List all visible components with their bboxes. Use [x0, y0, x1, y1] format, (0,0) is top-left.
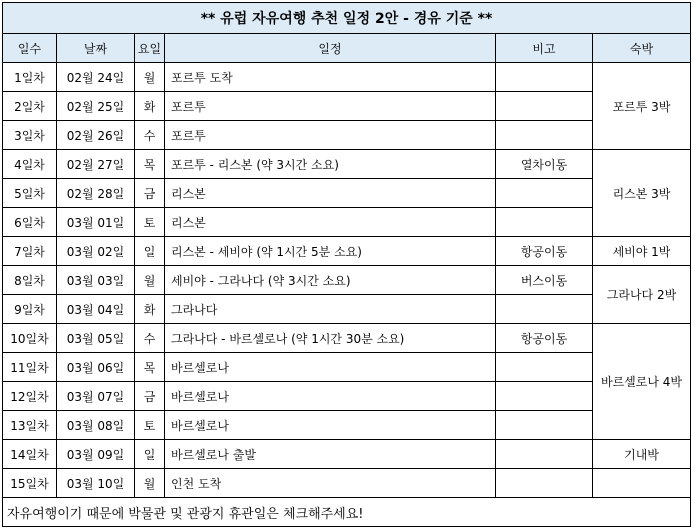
schedule-cell: 그라나다: [165, 295, 496, 324]
schedule-cell: 포르투: [165, 92, 496, 121]
day-cell: 13일차: [3, 411, 57, 440]
date-cell: 03월 09일: [57, 440, 135, 469]
day-cell: 8일차: [3, 266, 57, 295]
weekday-cell: 월: [135, 469, 165, 498]
day-cell: 4일차: [3, 150, 57, 179]
schedule-cell: 포르투: [165, 121, 496, 150]
schedule-cell: 바르셀로나: [165, 382, 496, 411]
table-row: [3, 266, 691, 295]
stay-cell: 그라나다 2박: [593, 266, 691, 324]
table-row: [3, 121, 691, 150]
day-cell: 14일차: [3, 440, 57, 469]
schedule-cell: 포르투 도착: [165, 63, 496, 92]
schedule-cell: 리스본: [165, 179, 496, 208]
day-cell: 11일차: [3, 353, 57, 382]
note-cell: [496, 353, 593, 382]
table-row: [3, 63, 691, 92]
stay-cell: 기내박: [593, 440, 691, 469]
weekday-cell: 수: [135, 324, 165, 353]
table-row: [3, 92, 691, 121]
title-row: [3, 3, 691, 34]
weekday-cell: 토: [135, 208, 165, 237]
table-row: [3, 208, 691, 237]
table-row: [3, 237, 691, 266]
note-cell: [496, 208, 593, 237]
schedule-cell: 리스본 - 세비야 (약 1시간 5분 소요): [165, 237, 496, 266]
day-cell: 15일차: [3, 469, 57, 498]
table-row: [3, 295, 691, 324]
note-cell: [496, 411, 593, 440]
day-cell: 1일차: [3, 63, 57, 92]
schedule-cell: 그라나다 - 바르셀로나 (약 1시간 30분 소요): [165, 324, 496, 353]
schedule-cell: 바르셀로나: [165, 353, 496, 382]
date-cell: 02월 27일: [57, 150, 135, 179]
table-row: [3, 440, 691, 469]
day-cell: 5일차: [3, 179, 57, 208]
schedule-cell: 인천 도착: [165, 469, 496, 498]
note-cell: [496, 121, 593, 150]
weekday-cell: 월: [135, 266, 165, 295]
note-cell: 항공이동: [496, 237, 593, 266]
note-cell: [496, 382, 593, 411]
weekday-cell: 화: [135, 295, 165, 324]
day-cell: 12일차: [3, 382, 57, 411]
itinerary-table: [2, 2, 691, 527]
note-cell: 버스이동: [496, 266, 593, 295]
date-cell: 03월 07일: [57, 382, 135, 411]
date-cell: 03월 03일: [57, 266, 135, 295]
schedule-cell: 포르투 - 리스본 (약 3시간 소요): [165, 150, 496, 179]
weekday-cell: 금: [135, 179, 165, 208]
schedule-cell: 세비야 - 그라나다 (약 3시간 소요): [165, 266, 496, 295]
stay-cell: 바르셀로나 4박: [593, 324, 691, 440]
date-cell: 02월 28일: [57, 179, 135, 208]
date-cell: 03월 01일: [57, 208, 135, 237]
weekday-cell: 목: [135, 353, 165, 382]
day-cell: 3일차: [3, 121, 57, 150]
weekday-cell: 월: [135, 63, 165, 92]
table-row: [3, 382, 691, 411]
date-cell: 03월 02일: [57, 237, 135, 266]
weekday-cell: 일: [135, 237, 165, 266]
table-row: [3, 469, 691, 498]
note-cell: [496, 179, 593, 208]
date-cell: 02월 25일: [57, 92, 135, 121]
table-row: [3, 179, 691, 208]
stay-cell: 포르투 3박: [593, 63, 691, 150]
table-row: [3, 411, 691, 440]
weekday-cell: 목: [135, 150, 165, 179]
header-stay: 숙박: [593, 34, 691, 63]
note-cell: 열차이동: [496, 150, 593, 179]
footer-note: 자유여행이기 때문에 박물관 및 관광지 휴관일은 체크해주세요!: [3, 498, 691, 527]
note-cell: [496, 92, 593, 121]
note-cell: [496, 295, 593, 324]
date-cell: 03월 08일: [57, 411, 135, 440]
header-day: 일수: [3, 34, 57, 63]
weekday-cell: 화: [135, 92, 165, 121]
day-cell: 9일차: [3, 295, 57, 324]
header-note: 비고: [496, 34, 593, 63]
stay-cell: 리스본 3박: [593, 150, 691, 237]
date-cell: 03월 05일: [57, 324, 135, 353]
note-cell: [496, 469, 593, 498]
table-row: [3, 353, 691, 382]
date-cell: 03월 04일: [57, 295, 135, 324]
table-row: [3, 150, 691, 179]
stay-cell: 세비야 1박: [593, 237, 691, 266]
note-cell: [496, 440, 593, 469]
sheet-title: ** 유럽 자유여행 추천 일정 2안 - 경유 기준 **: [3, 3, 691, 34]
day-cell: 2일차: [3, 92, 57, 121]
weekday-cell: 토: [135, 411, 165, 440]
footer-row: [3, 498, 691, 527]
header-weekday: 요일: [135, 34, 165, 63]
note-cell: [496, 63, 593, 92]
header-date: 날짜: [57, 34, 135, 63]
schedule-cell: 바르셀로나 출발: [165, 440, 496, 469]
header-schedule: 일정: [165, 34, 496, 63]
day-cell: 6일차: [3, 208, 57, 237]
day-cell: 10일차: [3, 324, 57, 353]
table-row: [3, 324, 691, 353]
day-cell: 7일차: [3, 237, 57, 266]
schedule-cell: 바르셀로나: [165, 411, 496, 440]
date-cell: 03월 10일: [57, 469, 135, 498]
weekday-cell: 금: [135, 382, 165, 411]
header-row: [3, 34, 691, 63]
stay-cell: [593, 469, 691, 498]
date-cell: 02월 26일: [57, 121, 135, 150]
schedule-cell: 리스본: [165, 208, 496, 237]
weekday-cell: 수: [135, 121, 165, 150]
date-cell: 02월 24일: [57, 63, 135, 92]
date-cell: 03월 06일: [57, 353, 135, 382]
note-cell: 항공이동: [496, 324, 593, 353]
weekday-cell: 일: [135, 440, 165, 469]
